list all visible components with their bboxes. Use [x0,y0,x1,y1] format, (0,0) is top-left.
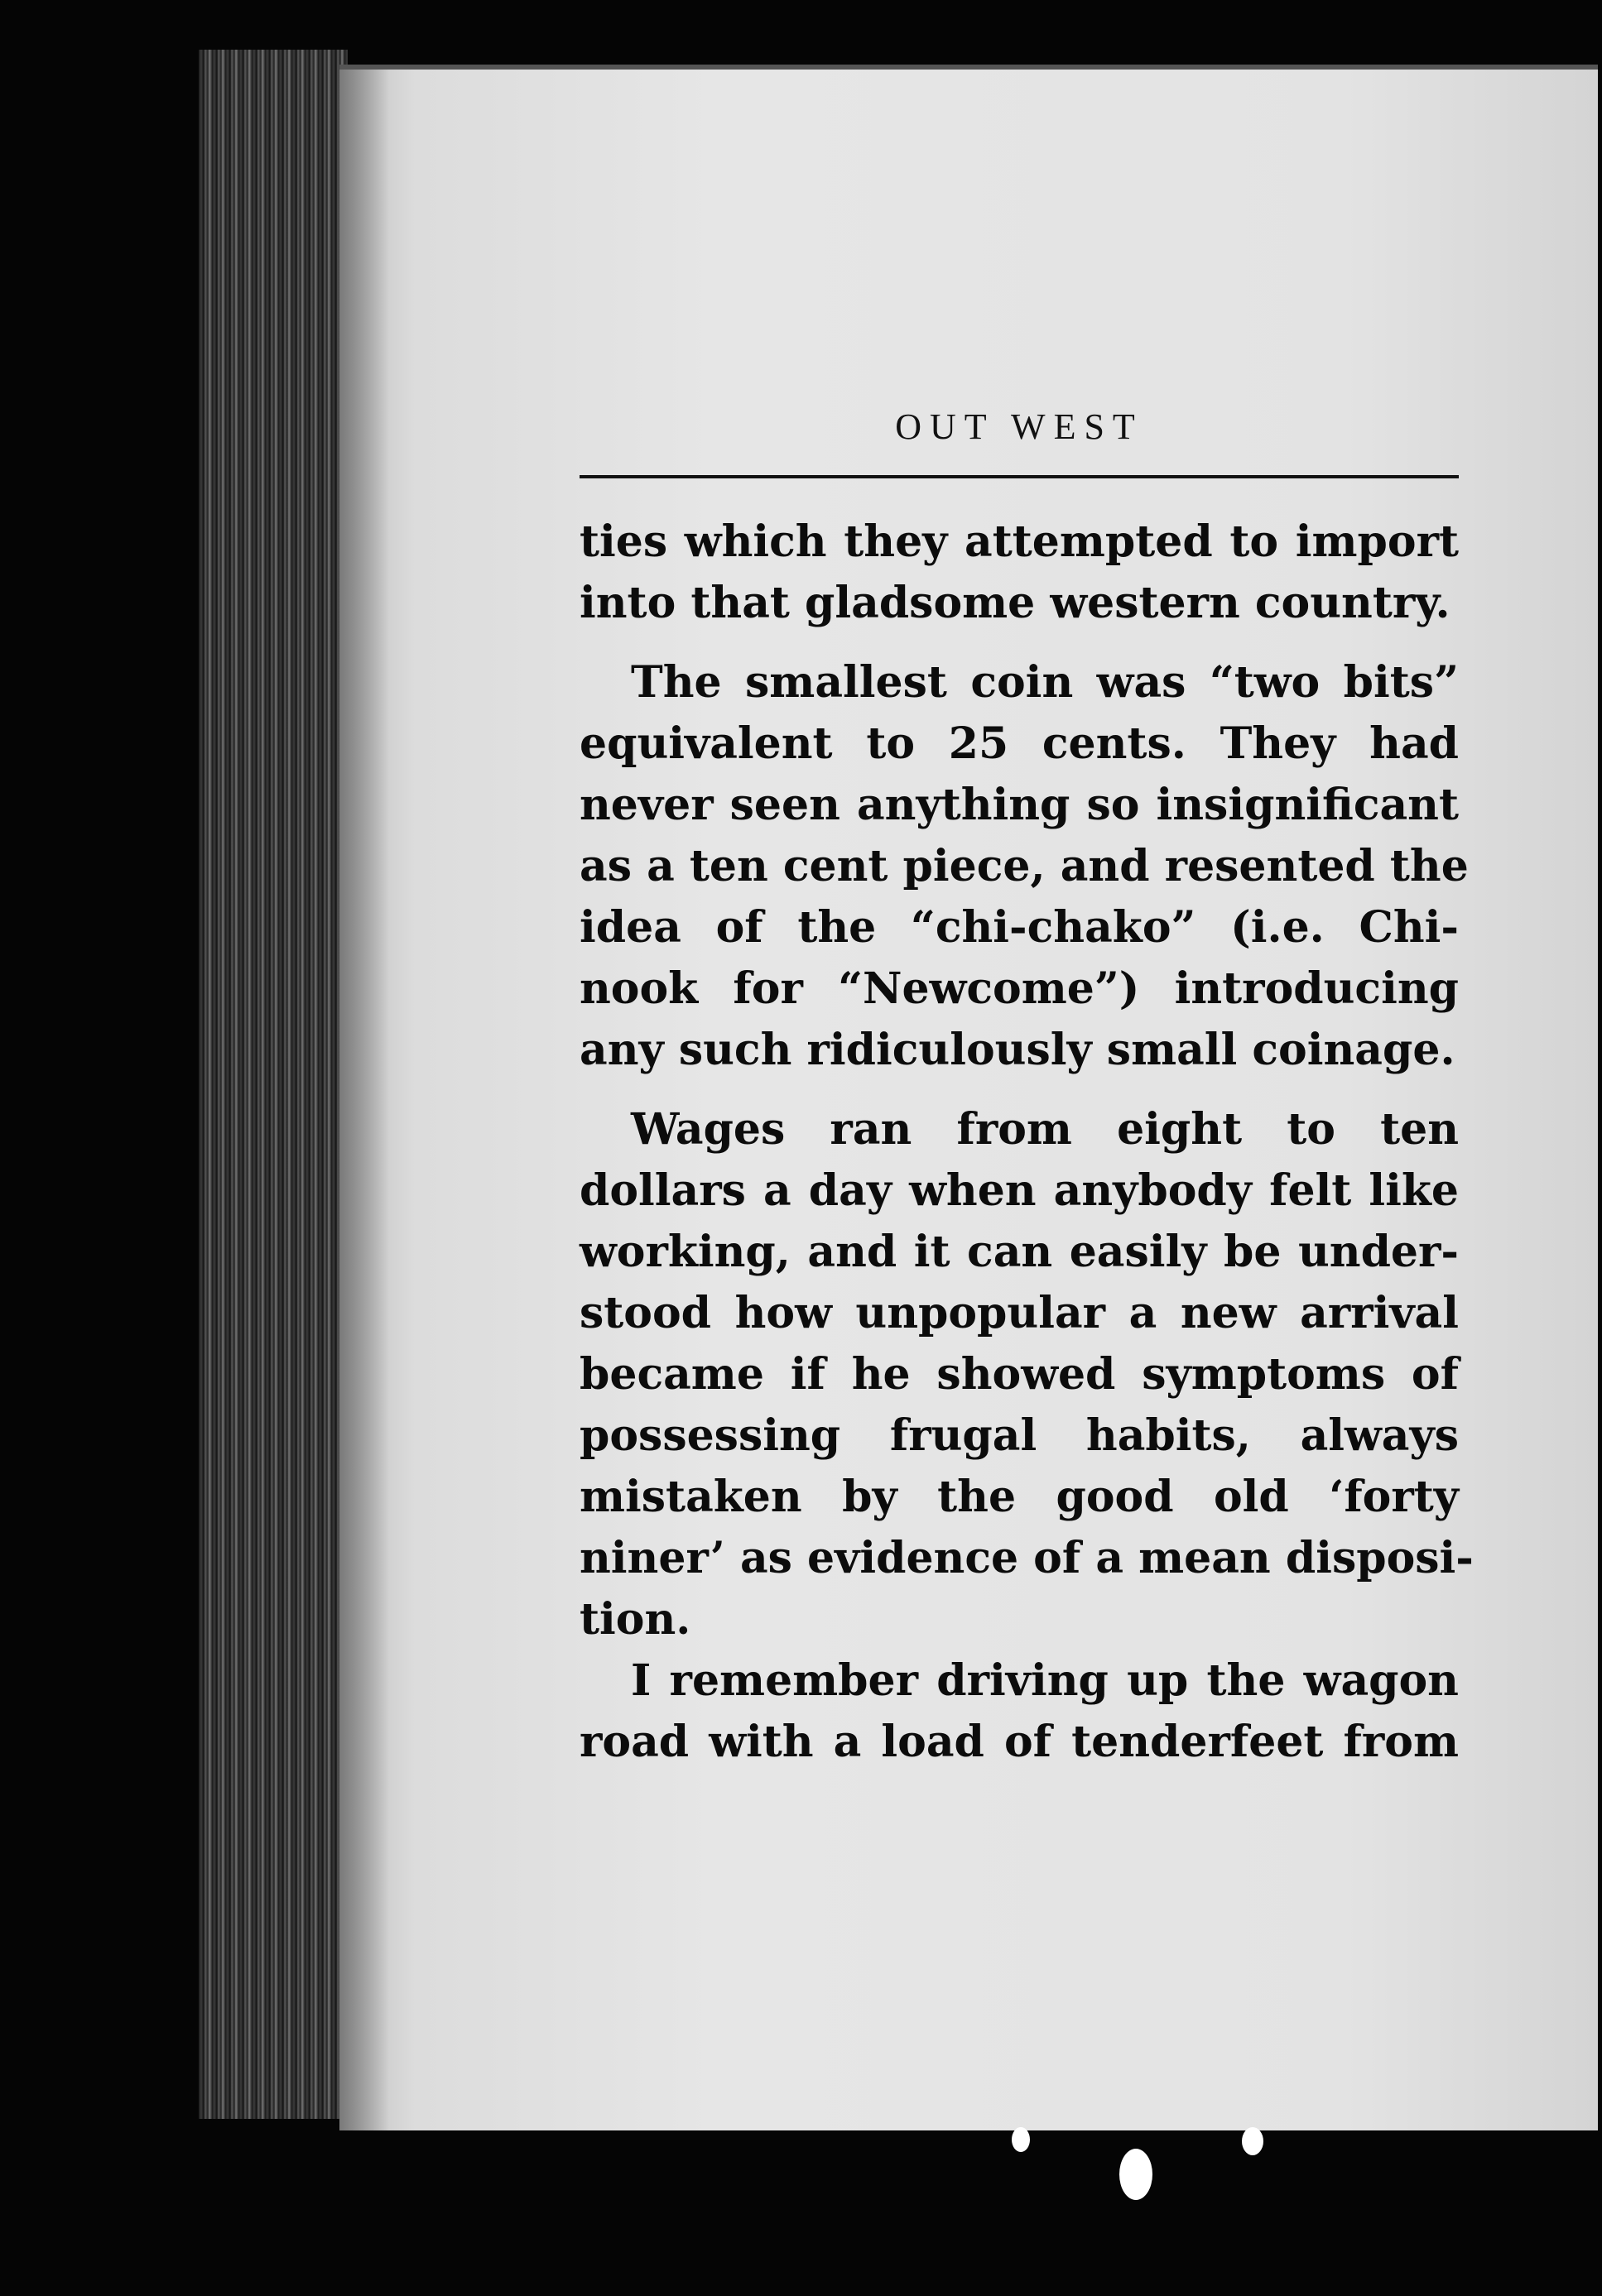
running-head: OUT WEST [895,406,1143,447]
text-line: idea of the “chi-chako” (i.e. Chi- [580,902,1459,953]
text-line: equivalent to 25 cents. They had [580,718,1459,769]
text-line: dollars a day when anybody felt like [580,1165,1459,1216]
header-rule [580,475,1459,478]
book-page-edges [199,50,348,2119]
text-line: I remember driving up the wagon [631,1655,1459,1706]
scan-speck [1119,2149,1152,2200]
scan-speck [1242,2127,1263,2155]
text-line: possessing frugal habits, always [580,1410,1459,1461]
gutter-shadow [339,70,389,2130]
text-line: never seen anything so insignificant [580,780,1459,830]
text-line: ties which they attempted to import [580,516,1459,567]
scan-speck [1012,2127,1030,2152]
body-text [580,512,1474,1773]
text-line: nook for “Newcome”) introducing [580,963,1459,1014]
text-line: into that gladsome western country. [580,578,1450,628]
paragraph-gap [580,1081,1459,1099]
text-line: became if he showed symptoms of [580,1349,1459,1400]
text-line: Wages ran from eight to ten [631,1104,1459,1155]
text-line: road with a load of tenderfeet from [580,1717,1459,1767]
text-line: niner’ as evidence of a mean disposi- [580,1533,1474,1583]
text-line: tion. [580,1594,691,1645]
text-line: as a ten cent piece, and resented the [580,841,1469,891]
paragraph-gap [580,634,1459,652]
text-line: any such ridiculously small coinage. [580,1025,1455,1075]
text-line: mistaken by the good old ‘forty [580,1472,1459,1522]
text-line: working, and it can easily be under- [580,1227,1459,1277]
text-line: The smallest coin was “two bits” [631,657,1459,708]
text-line: stood how unpopular a new arrival [580,1288,1459,1338]
